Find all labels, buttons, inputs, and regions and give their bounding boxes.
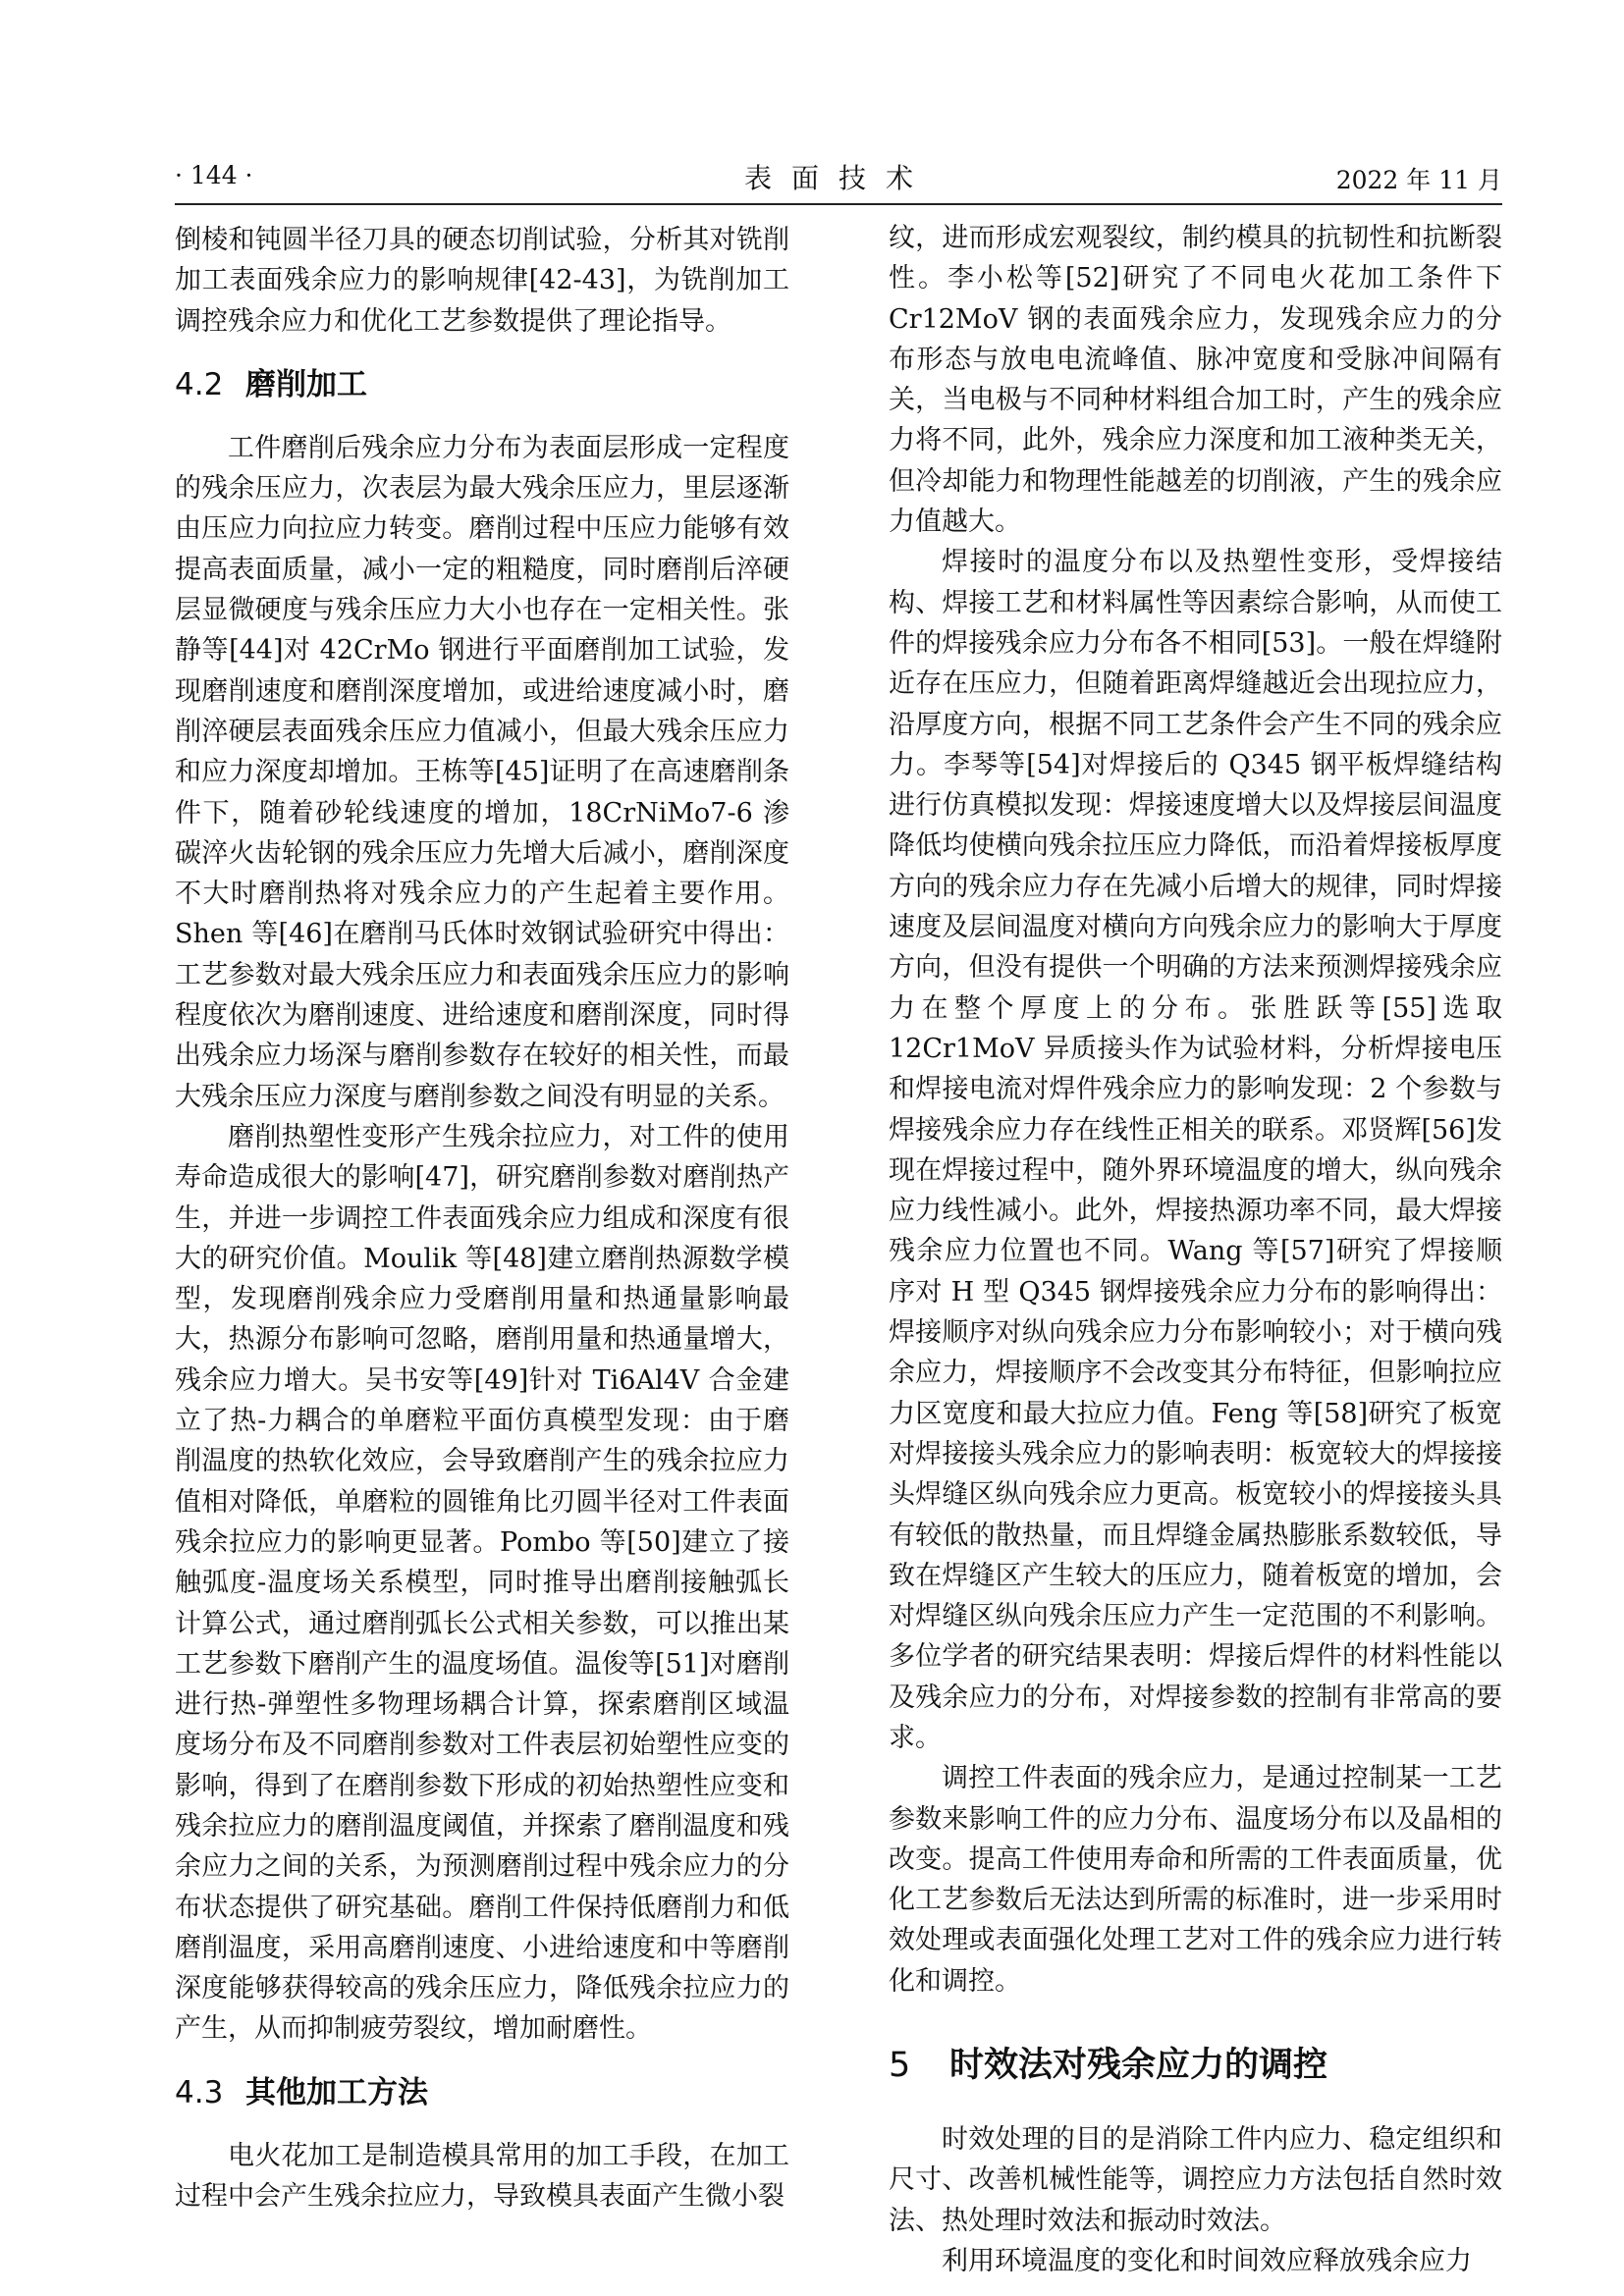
section-heading-4-3 [175,2071,789,2114]
section-title: 磨削加工 [245,366,367,402]
paragraph-welding: 焊接时的温度分布以及热塑性变形，受焊接结构、焊接工艺和材料属性等因素综合影响，从而使工件的焊接残余应力分布各不相同[53]。一般在焊缝附近存在压应力，但随着距离焊缝越近会出现拉应力，沿厚度方向，根据不同工艺条件会产生不同的残余应力。李琴等[54]对焊接后的 Q345 钢平板焊缝结构进行仿真模拟发现：焊接速度增大以及焊接层间温度降低均使横向残余拉压应力降低，而沿着焊接板厚度方向的残余应力存在先减小后增大的规律，同时焊接速度及层间温度对横向方向残余应力的影响大于厚度方向，但没有提供一个明确的方法来预测焊接残余应力在整个厚度上的分布。张胜跃等[55]选取 12Cr1MoV 异质接头作为试验材料，分析焊接电压和焊接电流对焊件残余应力的影响发现：2 个参数与焊接残余应力存在线性正相关的联系。邓贤辉[56]发现在焊接过程中，随外界环境温度的增大，纵向残余应力线性减小。此外，焊接热源功率不同，最大焊接残余应力位置也不同。Wang 等[57]研究了焊接顺序对 H 型 Q345 钢焊接残余应力分布的影响得出：焊接顺序对纵向残余应力分布影响较小；对于横向残余应力，焊接顺序不会改变其分布特征，但影响拉应力区宽度和最大拉应力值。Feng 等[58]研究了板宽对焊接接头残余应力的影响表明：板宽较大的焊接接头焊缝区纵向残余应力更高。板宽较小的焊接接头具有较低的散热量，而且焊缝金属热膨胀系数较低，导致在焊缝区产生较大的压应力，随着板宽的增加，会对焊缝区纵向残余压应力产生一定范围的不利影响。多位学者的研究结果表明：焊接后焊件的材料性能以及残余应力的分布，对焊接参数的控制有非常高的要求。 [889,547,1502,1753]
right-column [889,218,1502,2281]
section-number: 5 [889,2046,911,2086]
paragraph-control: 调控工件表面的残余应力，是通过控制某一工艺参数来影响工件的应力分布、温度场分布以及晶相的改变。提高工件使用寿命和所需的工件表面质量，优化工艺参数后无法达到所需的标准时，进一步采用时效处理或表面强化处理工艺对工件的残余应力进行转化和调控。 [889,1763,1502,1997]
page-number: · 144 · [175,161,253,189]
section-title: 其他加工方法 [245,2074,428,2110]
paragraph-edm: 电火花加工是制造模具常用的加工手段，在加工过程中会产生残余拉应力，导致模具表面产生微小裂 [175,2140,789,2213]
paragraph-aging-2: 利用环境温度的变化和时间效应释放残余应力 [942,2245,1472,2276]
journal-title: 表面技术 [743,162,933,194]
header-rule [175,203,1502,205]
paragraph-grinding-2: 磨削热塑性变形产生残余拉应力，对工件的使用寿命造成很大的影响[47]，研究磨削参数对磨削热产生，并进一步调控工件表面残余应力组成和深度有很大的研究价值。Moulik 等[48]建立磨削热源数学模型，发现磨削残余应力受磨削用量和热通量影响最大，热源分布影响可忽略，磨削用量和热通量增大，残余应力增大。吴书安等[49]针对 Ti6Al4V 合金建立了热-力耦合的单磨粒平面仿真模型发现：由于磨削温度的热软化效应，会导致磨削产生的残余拉应力值相对降低，单磨粒的圆锥角比刃圆半径对工件表面残余拉应力的影响更显著。Pombo 等[50]建立了接触弧度-温度场关系模型，同时推导出磨削接触弧长计算公式，通过磨削弧长公式相关参数，可以推出某工艺参数下磨削产生的温度场值。温俊等[51]对磨削进行热-弹塑性多物理场耦合计算，探索磨削区域温度场分布及不同磨削参数对工件表层初始塑性应变的影响，得到了在磨削参数下形成的初始热塑性应变和残余拉应力的磨削温度阈值，并探索了磨削温度和残余应力之间的关系，为预测磨削过程中残余应力的分布状态提供了研究基础。磨削工件保持低磨削力和低磨削温度，采用高磨削速度、小进给速度和中等磨削深度能够获得较高的残余压应力，降低残余拉应力的产生，从而抑制疲劳裂纹，增加耐磨性。 [175,1121,789,2045]
running-header [175,157,1502,200]
paragraph-aging-1: 时效处理的目的是消除工件内应力、稳定组织和尺寸、改善机械性能等，调控应力方法包括自然时效法、热处理时效法和振动时效法。 [889,2124,1502,2236]
section-title: 时效法对残余应力的调控 [949,2046,1328,2086]
left-column [175,220,789,2216]
section-number: 4.2 [175,366,224,402]
section-number: 4.3 [175,2074,224,2110]
issue-date: 2022 年 11 月 [1335,166,1502,194]
section-heading-5 [889,2041,1502,2090]
paragraph-grinding-1: 工件磨削后残余应力分布为表面层形成一定程度的残余压应力，次表层为最大残余压应力，里层逐渐由压应力向拉应力转变。磨削过程中压应力能够有效提高表面质量，减小一定的粗糙度，同时磨削后淬硬层显微硬度与残余压应力大小也存在一定相关性。张静等[44]对 42CrMo 钢进行平面磨削加工试验，发现磨削速度和磨削深度增加，或进给速度减小时，磨削淬硬层表面残余压应力值减小，但最大残余压应力和应力深度却增加。王栋等[45]证明了在高速磨削条件下，随着砂轮线速度的增加，18CrNiMo7-6 渗碳淬火齿轮钢的残余压应力先增大后减小，磨削深度不大时磨削热将对残余应力的产生起着主要作用。Shen 等[46]在磨削马氏体时效钢试验研究中得出：工艺参数对最大残余压应力和表面残余压应力的影响程度依次为磨削速度、进给速度和磨削深度，同时得出残余应力场深与磨削参数存在较好的相关性，而最大残余压应力深度与磨削参数之间没有明显的关系。 [175,432,789,1112]
paragraph-intro: 倒棱和钝圆半径刀具的硬态切削试验，分析其对铣削加工表面残余应力的影响规律[42-43]，为铣削加工调控残余应力和优化工艺参数提供了理论指导。 [175,225,789,337]
section-heading-4-2 [175,363,789,406]
paragraph-edm-continued: 纹，进而形成宏观裂纹，制约模具的抗韧性和抗断裂性。李小松等[52]研究了不同电火花加工条件下 Cr12MoV 钢的表面残余应力，发现残余应力的分布形态与放电电流峰值、脉冲宽度和受脉冲间隔有关，当电极与不同种材料组合加工时，产生的残余应力将不同，此外，残余应力深度和加工液种类无关，但冷却能力和物理性能越差的切削液，产生的残余应力值越大。 [889,223,1502,538]
